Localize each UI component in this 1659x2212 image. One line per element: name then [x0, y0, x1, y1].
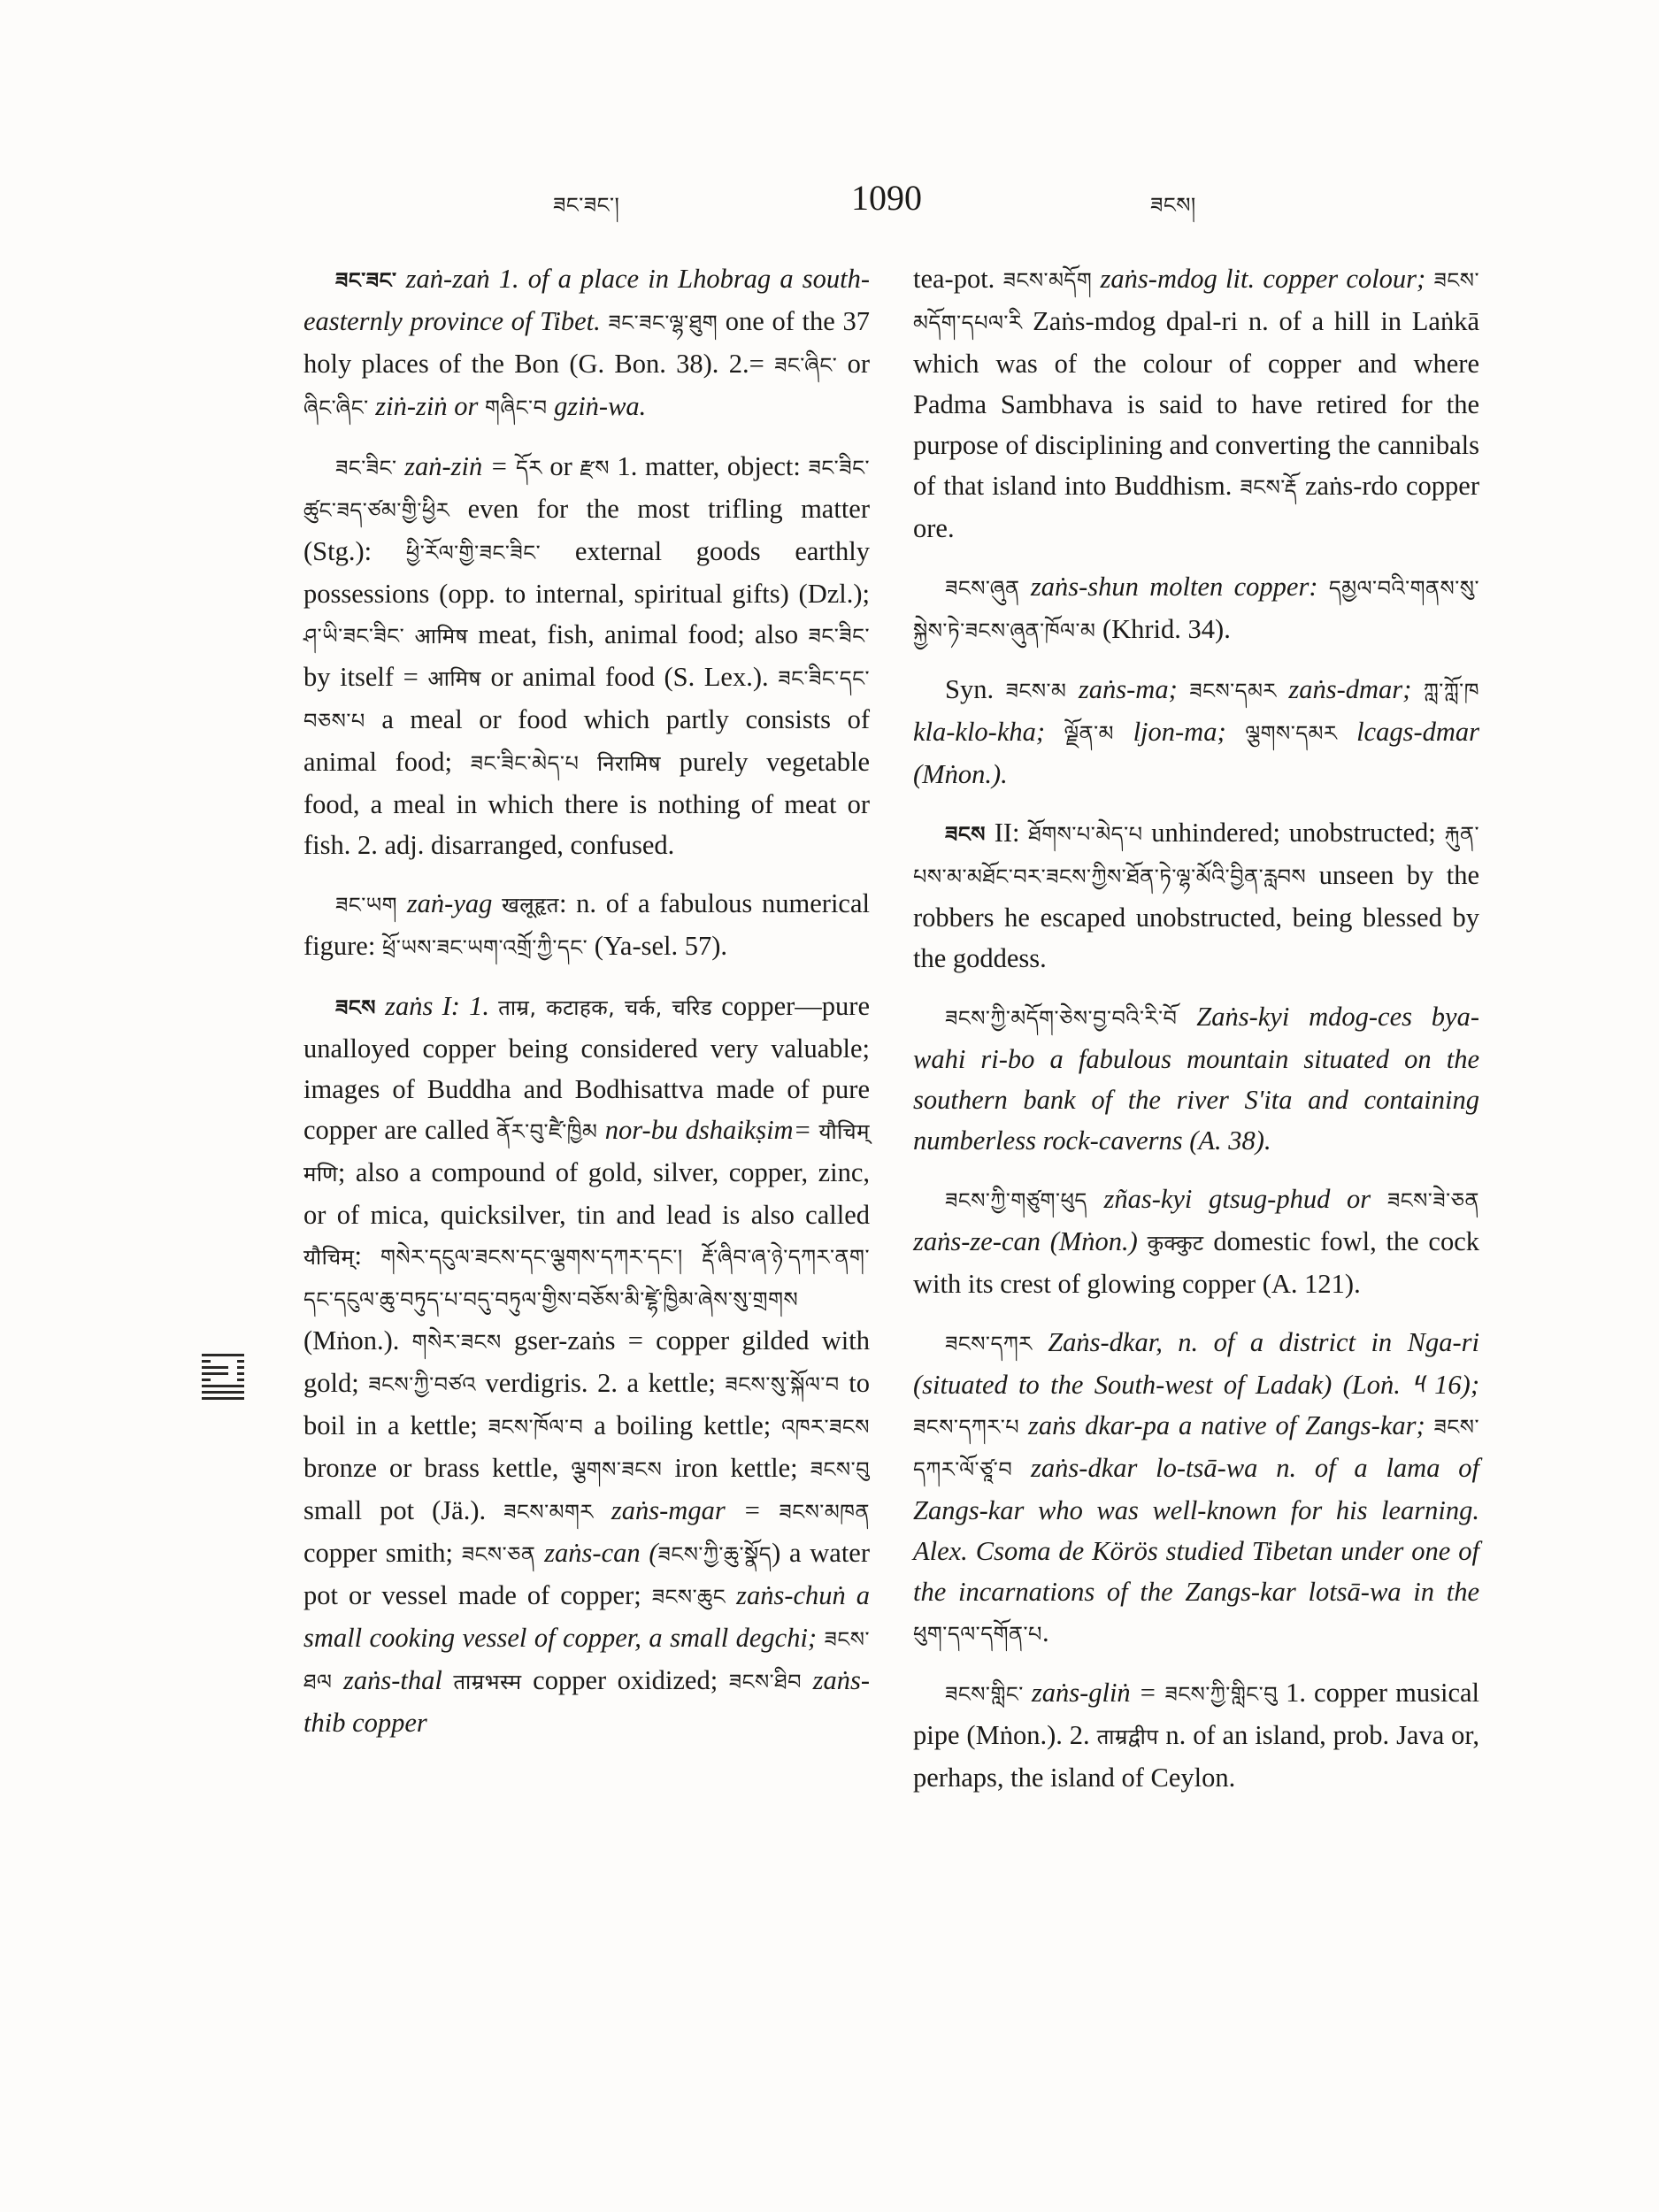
- tibetan-text: ཟངས་མཁན: [779, 1500, 870, 1525]
- entry-text: zaṅs-thib copper: [303, 1665, 870, 1738]
- entry-text: kla-klo-kha;: [913, 717, 1064, 747]
- tibetan-text: ཟངས་ཁོལ་བ: [488, 1415, 584, 1440]
- entry-text: domestic fowl, the cock with its crest of glowing copper (A. 121).: [913, 1226, 1480, 1299]
- entry-zangs-kyi-gtsug-phud: [913, 1179, 1479, 1304]
- entry-text: zaṅs-mdog lit. copper colour;: [1092, 264, 1434, 294]
- entry-text: 1. copper musical pipe (Mṅon.). 2.: [913, 1678, 1479, 1750]
- entry-text: zaṅ-yag: [397, 888, 503, 918]
- entry-zang-zing: [303, 446, 870, 865]
- sanskrit-text: यौचिम्: [303, 1245, 355, 1270]
- entry-text: even for the most trifling matter (Stg.):: [303, 494, 870, 566]
- entry-text: ljon-ma;: [1114, 717, 1246, 747]
- entry-text: gziṅ-wa.: [547, 391, 647, 421]
- entry-text: external goods earthly possessions (opp. to internal, spiritual gifts) (Dzl.);: [303, 536, 871, 609]
- entry-text: zaṅs-thal: [332, 1665, 454, 1695]
- entry-text: zaṅs-chuṅ a small cooking vessel of copper, a small degchi;: [303, 1580, 870, 1653]
- entry-text: small pot (Jä.).: [303, 1495, 504, 1525]
- tibetan-text: ཟངས་ཅན: [461, 1542, 536, 1567]
- tibetan-text: དོར: [515, 456, 542, 480]
- entry-text: or: [837, 349, 870, 379]
- sanskrit-text: आमिष: [414, 624, 468, 649]
- tibetan-text: ཟངས་ཐལ: [303, 1627, 870, 1694]
- tibetan-text: ཟང་ཡག: [335, 893, 398, 918]
- tibetan-text: ཟང་ཟིང་མེད་པ: [470, 751, 580, 776]
- entry-text: copper oxidized;: [521, 1665, 729, 1695]
- entry-text: zaṅs-rdo copper ore.: [913, 471, 1479, 543]
- entry-text: zaṅs I: 1.: [375, 991, 499, 1021]
- tibetan-text: ཟངས་ཞུན: [945, 576, 1020, 601]
- entry-text: :: [354, 1240, 380, 1271]
- tibetan-text: གཞིང་བ: [485, 396, 548, 420]
- entry-text: zaṅs-shun molten copper:: [1019, 572, 1329, 602]
- entry-text: copper smith;: [303, 1538, 462, 1568]
- sanskrit-text: यौचिम् मणि: [303, 1119, 870, 1187]
- entry-text: Zaṅs-kyi mdog-ces bya-wahi ri-bo a fabulous mountain situated on the southern bank of the river S'ita and containing numberless rock-caverns (A. 38).: [913, 1002, 1479, 1156]
- left-column: [303, 258, 870, 1761]
- tibetan-text: ཟངས་ཐིབ: [728, 1670, 803, 1694]
- entry-text: zaṅs-gliṅ =: [1023, 1678, 1165, 1708]
- tibetan-text: ཟང་ཟིང་ཚུང་ཟད་ཙམ་གྱི་ཕྱིར: [303, 456, 870, 523]
- tibetan-text: ཕུག་དལ་དགོན་པ: [913, 1622, 1042, 1647]
- entry-zangs-dkar: [913, 1322, 1479, 1655]
- right-running-head: ཟངས།: [1150, 193, 1196, 218]
- tibetan-text: ཐོགས་པ་མེད་པ: [1028, 822, 1143, 847]
- entry-text: ziṅ-ziṅ or: [368, 391, 485, 421]
- entry-text: zaṅ-zaṅ 1. of a place in Lhobrag a south-easternly province of Tibet.: [303, 264, 870, 336]
- running-header: [0, 177, 1659, 221]
- tibetan-text: གསེར་དངུལ་ཟངས་དང་ལྕགས་དཀར་དང་། རྡོ་ཞིབ་ཞ་ཉེ་དཀར་ནག་དང་དངུལ་ཆུ་བཏུད་པ་བདུ་བཏུལ་གྱིས་བཅོས་མི་ཛྷེ་ཁྱིམ་ཞེས་སུ་གྲགས: [303, 1245, 870, 1312]
- entry-text: zaṅs-can (: [535, 1538, 658, 1568]
- tibetan-text: ཟངས་ཀྱི་གླིང་བུ: [1164, 1682, 1279, 1707]
- entry-text: zaṅs dkar-pa a native of Zangs-kar;: [1019, 1410, 1434, 1440]
- entry-zang-zang: [303, 258, 870, 428]
- entry-text: [579, 747, 597, 777]
- tibetan-text: ཟངས་ཀྱི་གཙུག་ཕུད: [945, 1188, 1087, 1213]
- entry-text: iron kettle;: [662, 1453, 810, 1483]
- tibetan-text: ཟངས་མགར: [503, 1500, 594, 1525]
- tibetan-text: ཟང་ཟིང་དང་བཅས་པ: [303, 666, 870, 733]
- entry-text: unseen by the robbers he escaped unobstructed, being blessed by the goddess.: [913, 860, 1479, 973]
- entry-text: to boil in a kettle;: [303, 1368, 870, 1440]
- entry-text: purely vegetable food, a meal in which there is nothing of meat or fish. 2. adj. disarranged, confused.: [303, 747, 870, 860]
- entry-text: zaṅs-ze-can (Mṅon.): [913, 1226, 1148, 1256]
- tibetan-text: ཟངས་མ: [1005, 679, 1067, 703]
- entry-text: (Khrid. 34).: [1095, 614, 1231, 644]
- entry-text: a boiling kettle;: [583, 1410, 782, 1440]
- entry-zangs-1: [303, 986, 870, 1743]
- entry-text: zaṅs-dkar lo-tsā-wa n. of a lama of Zangs-kar who was well-known for his learning. Alex. Csoma de Körös studied Tibetan under one of the incarnations of the Zangs-kar lotsā-wa in the: [913, 1453, 1479, 1607]
- tibetan-text: རྐུན་པས་མ་མཐོང་བར་ཟངས་ཀྱིས་ཐོན་ཏེ་ལྷ་མོའི་བྱིན་རླབས: [913, 822, 1479, 889]
- tibetan-text: ཟངས་ཀྱི་ཆུ་སྣོད: [657, 1542, 772, 1567]
- entry-text: : n. of a fabulous numerical figure:: [303, 888, 870, 961]
- left-running-head: ཟང་ཟང་།: [553, 193, 620, 218]
- tibetan-text: ཟངས་དཀར་པ: [913, 1415, 1020, 1440]
- entry-text: Zaṅs-mdog dpal-ri n. of a hill in Laṅkā which was of the colour of copper and where Padma Sambhava is said to have retired for the purpose of disciplining and converting the cannibals of that island into Buddhism.: [913, 306, 1479, 501]
- tibetan-text: ཟང་ཟིང་: [335, 456, 397, 480]
- entry-text: copper—pure unalloyed copper being considered very valuable; images of Buddha and Bodhisattva made of pure copper are called: [303, 991, 870, 1145]
- tibetan-text: འཁར་ཟངས: [781, 1415, 870, 1440]
- entry-text: zñas-kyi gtsug-phud or: [1087, 1184, 1387, 1214]
- entry-text: a meal or food which partly consists of animal food;: [303, 704, 870, 777]
- sanskrit-text: निरामिष: [596, 751, 661, 776]
- entry-text: verdigris. 2. a kettle;: [475, 1368, 726, 1398]
- entry-text: gser-zaṅs = copper gilded with gold;: [303, 1325, 871, 1398]
- tibetan-text: ཕྲོ་ཡས་ཟང་ཡག་འགྲོ་ཀྱི་དང་: [381, 935, 588, 960]
- entry-text: zaṅs-ma;: [1066, 674, 1190, 704]
- entry-text: zaṅ-ziṅ =: [396, 451, 516, 481]
- entry-text: ; also a compound of gold, silver, copper, zinc, or of mica, quicksilver, tin and lead is also called: [303, 1157, 870, 1230]
- tibetan-text: ཕྱི་རོལ་གྱི་ཟང་ཟིང་: [405, 541, 541, 565]
- page-number: 1090: [851, 178, 922, 218]
- tibetan-text: ཟངས་སུ་སྐོལ་བ: [725, 1372, 840, 1397]
- tibetan-text: ཟངས་མདོག་དཔལ་རི: [913, 268, 1479, 335]
- entry-text: Zaṅs-dkar, n. of a district in Nga-ri (situated to the South-west of Ladak) (Loṅ. ༥ 16);: [913, 1327, 1479, 1400]
- entry-zangs-2: [913, 812, 1479, 979]
- entry-text: nor-bu dshaikṣim=: [597, 1115, 819, 1145]
- entry-text: or: [541, 451, 580, 481]
- entry-text: ) a water pot or vessel made of copper;: [303, 1538, 870, 1610]
- tibetan-text: ཟངས་དམར: [1189, 679, 1277, 703]
- entry-text: 1. matter, object:: [609, 451, 809, 481]
- entry-text: lcags-dmar (Mṅon.).: [913, 717, 1479, 789]
- entry-text: (Mṅon.).: [303, 1325, 412, 1356]
- entry-zangs-shun: [913, 566, 1479, 651]
- headword: ཟང་ཟང་: [335, 268, 397, 293]
- entry-text: unhindered; unobstructed;: [1142, 818, 1445, 848]
- sanskrit-text: ताम्र, कटाहक, चर्क, चरिड: [498, 995, 713, 1020]
- entry-text: by itself =: [303, 662, 428, 692]
- tibetan-text: ཟངས་ཀྱི་བཙའ: [368, 1372, 476, 1397]
- tibetan-text: ཟངས་ཆུང: [651, 1585, 726, 1609]
- tibetan-text: ཟངས་དཀར: [945, 1332, 1033, 1356]
- entry-text: n. of an island, prob. Java or, perhaps, the island of Ceylon.: [913, 1720, 1479, 1793]
- tibetan-text: ཤ་ཡི་ཟང་ཟིང་: [303, 624, 405, 649]
- entry-text: [404, 619, 414, 649]
- thumb-index-tab: [202, 1352, 244, 1400]
- tibetan-text: ཟངས་ཟེ་ཅན: [1386, 1188, 1479, 1213]
- entry-text: II:: [985, 818, 1029, 848]
- entry-synonyms: [913, 669, 1479, 795]
- entry-text: zaṅs-mgar =: [593, 1495, 780, 1525]
- tibetan-text: ལྗོན་མ: [1064, 721, 1114, 746]
- tibetan-text: ལྕགས་དམར: [1245, 721, 1338, 746]
- headword: ཟངས: [945, 822, 986, 847]
- tibetan-text: ཟངས་ཀྱི་མདོག་ཅེས་བྱ་བའི་རི་བོ: [945, 1006, 1178, 1031]
- tibetan-text: ལྕགས་ཟངས: [571, 1457, 663, 1482]
- tibetan-text: ཟང་ཟང་ལྷ་ཐུག: [608, 311, 718, 335]
- sanskrit-text: आमिष: [427, 666, 481, 691]
- entry-zang-yag: [303, 883, 870, 968]
- entry-text: or animal food (S. Lex.).: [480, 662, 779, 692]
- tibetan-text: ཟངས་གླིང་: [945, 1682, 1024, 1707]
- tibetan-text: ནོར་བུ་ཛཻ་ཁྱིམ: [496, 1119, 598, 1144]
- entry-text: (Ya-sel. 57).: [588, 931, 728, 961]
- entry-text: bronze or brass kettle,: [303, 1453, 572, 1483]
- tibetan-text: ཟངས་དཀར་ལོ་ཙཱ་བ: [913, 1415, 1479, 1482]
- tibetan-text: ཀླ་ཀློ་ཁ: [1423, 679, 1479, 703]
- entry-text: meat, fish, animal food; also: [467, 619, 809, 649]
- tibetan-text: ཟང་ཞིང་: [774, 353, 838, 378]
- tibetan-text: ཟངས་རྡོ: [1240, 475, 1298, 500]
- tibetan-text: རྫས: [580, 456, 610, 480]
- sanskrit-text: खलूहृत: [502, 893, 559, 918]
- entry-text: Syn.: [945, 674, 1006, 704]
- entry-zangs-continued: [913, 258, 1479, 549]
- entry-zangs-kyi-mdog: [913, 996, 1479, 1161]
- tibetan-text: ཟངས་མདོག: [1002, 268, 1093, 293]
- entry-text: one of the 37 holy places of the Bon (G. Bon. 38). 2.=: [303, 306, 870, 379]
- entry-zangs-gling: [913, 1672, 1479, 1798]
- tibetan-text: དམྱལ་བའི་གནས་སུ་སྐྱེས་ཏེ་ཟངས་ཞུན་ཁོལ་མ: [913, 576, 1479, 643]
- headword: ཟངས: [335, 995, 376, 1020]
- sanskrit-text: ताम्रभस्म: [453, 1670, 522, 1694]
- sanskrit-text: ताम्रद्वीप: [1096, 1724, 1159, 1749]
- sanskrit-text: कुक्कुट: [1147, 1231, 1204, 1256]
- tibetan-text: ཟང་ཟིང་: [808, 624, 871, 649]
- entry-text: tea-pot.: [913, 264, 1003, 294]
- thumb-index-glyph-icon: [202, 1352, 244, 1400]
- entry-text: .: [1041, 1617, 1049, 1647]
- entry-text: zaṅs-dmar;: [1276, 674, 1424, 704]
- tibetan-text: ཞིང་ཞིང་: [303, 396, 369, 420]
- tibetan-text: ཟངས་བུ: [810, 1457, 870, 1482]
- right-column: [913, 258, 1479, 1816]
- tibetan-text: གསེར་ཟངས: [411, 1330, 502, 1355]
